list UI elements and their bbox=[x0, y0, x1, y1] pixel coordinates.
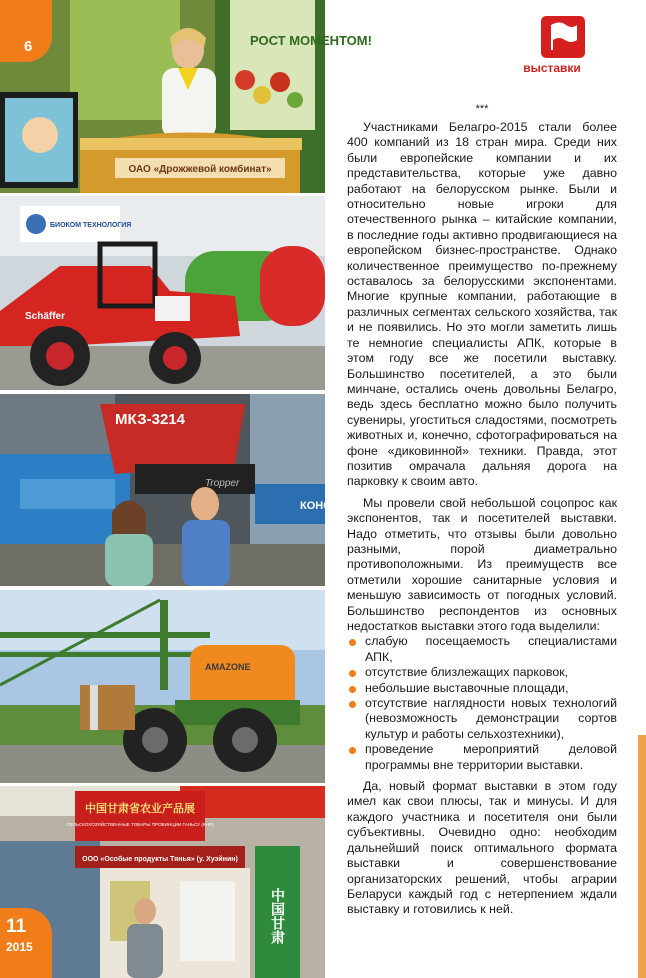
list-item: отсутствие близлежащих парковок, bbox=[347, 665, 617, 680]
chinese-sign-top: 中国甘肃省农业产品展 bbox=[85, 802, 195, 815]
tractor-banner: БИОКОМ ТЕХНОЛОГИЯ bbox=[50, 222, 132, 229]
spreader-sign: КОНС bbox=[300, 500, 332, 512]
issue-number: 11 bbox=[6, 916, 27, 937]
article-paragraph-3: Да, новый формат выставки в этом году имел как свои плюсы, так и минусы. И для каждого участника и посетителя они были субъективны. Очевидно одно: необходим дальнейший поиск оптимального формата выставки и совершенствование организаторских решений, чтобы аграрии Беларуси каждый год с нетерпением ждали выставку и готовились к ней. bbox=[347, 779, 617, 917]
spreader-brand: Tropper bbox=[205, 478, 240, 489]
stand-banner-text: РОСТ МОМЕНТОМ! bbox=[250, 33, 372, 48]
list-item: слабую посещаемость специалистами АПК, bbox=[347, 634, 617, 665]
issue-year: 2015 bbox=[6, 940, 33, 954]
article-paragraph-1: Участниками Белагро-2015 стали более 400 компаний из 18 стран мира. Среди них были европейские компании и их представительства, которые уже давно работают на белорусском рынке. Были и относительно новые игроки для отечественного рынка – китайские компании, в последние годы активно продвигающиеся на европейском бизнес-пространстве. Однако количественное преимущество по-прежнему оставалось за белорусскими экспонентами. Многие крупные компании, работающие в различных сегментах сельского хозяйства, так и не появились. Но это могли заметить лишь те немногие специалисты АПК, которые в этом году все же посетили выставку. Большинство посетителей, а это были минчане, остались очень довольны Белагро, ведь здесь бесплатно можно было получить сувениры, угоститься сладостями, посмотреть животных и, конечно, сфотографироваться на фоне «диковинной» техники. Правда, этот позитив омрачала дальняя дорога на парковку к своим авто. bbox=[347, 120, 617, 489]
side-accent-bar bbox=[638, 735, 646, 978]
list-item: проведение мероприятий деловой программы вне территории выставки. bbox=[347, 742, 617, 773]
page-number-tab-bottom bbox=[0, 908, 52, 978]
chinese-sign-company: ООО «Особые продукты Тянья» (у. Хуэйнин) bbox=[82, 856, 238, 863]
article bbox=[347, 104, 617, 918]
list-item: небольшие выставочные площади, bbox=[347, 681, 617, 696]
chinese-sign-ru: СЕЛЬСКОХОЗЯЙСТВЕННЫЕ ТОВАРЫ ПРОВИНЦИИ ГАНЬСУ (КНР) bbox=[66, 822, 214, 827]
sprayer-brand: AMAZONE bbox=[205, 662, 251, 672]
flag-icon bbox=[541, 16, 585, 58]
page-number-top: 6 bbox=[24, 38, 33, 55]
list-item: отсутствие наглядности новых технологий (невозможность демонстрации сортов культур и работы сельхозтехники), bbox=[347, 696, 617, 742]
article-paragraph-2: Мы провели свой небольшой соцопрос как экспонентов, так и посетителей выставки. Надо отметить, что отзывы были довольно разными, порой диаметрально противоположными. Из преимуществ все отметили хорошие санитарные условия и меньшую зависимость от погодных условий. Большинство респондентов из основных недостатков выставки этого года выделили: bbox=[347, 495, 617, 633]
section-label: выставки bbox=[523, 61, 581, 75]
spreader-model: МКЗ-3214 bbox=[115, 411, 185, 428]
section-logo bbox=[516, 16, 588, 76]
shortcomings-list bbox=[347, 634, 617, 773]
stand-sign: ОАО «Дрожжевой комбинат» bbox=[128, 164, 272, 175]
article-separator: *** bbox=[475, 103, 489, 115]
tractor-brand: Schäffer bbox=[25, 311, 66, 322]
photo-sprayer bbox=[0, 590, 325, 783]
page-number-tab-top bbox=[0, 0, 52, 62]
chinese-vertical-sign: 中国甘肃 bbox=[269, 888, 285, 944]
photo-tractor bbox=[0, 196, 325, 390]
photo-spreader bbox=[0, 394, 332, 586]
